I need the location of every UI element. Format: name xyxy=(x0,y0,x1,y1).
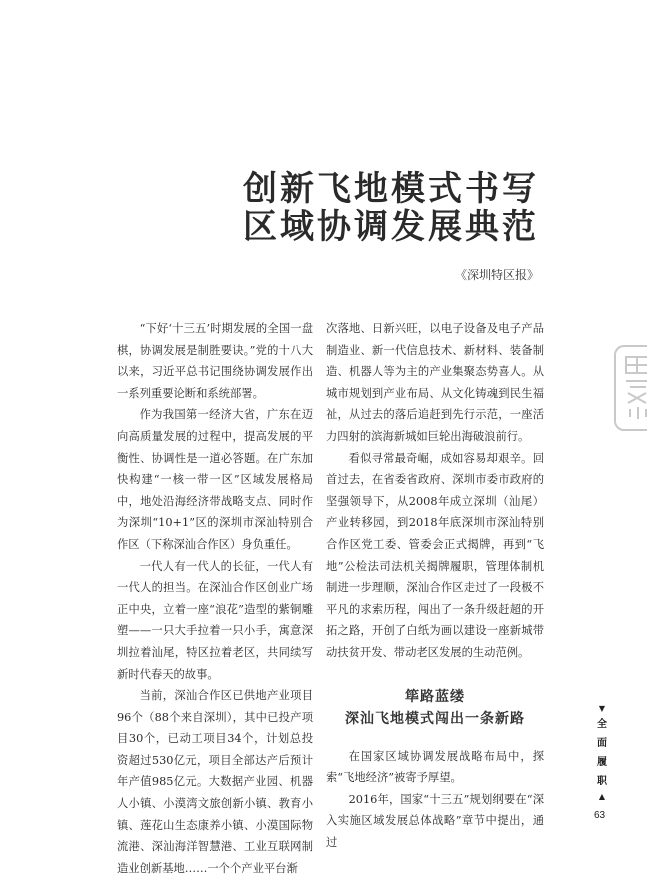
article-source: 《深圳特区报》 xyxy=(454,268,539,282)
article-title-line-2: 区域协调发展典范 xyxy=(243,207,539,247)
page-number: 63 xyxy=(594,810,606,821)
seal-glyph xyxy=(620,353,647,423)
left-column xyxy=(117,318,313,879)
right-column xyxy=(326,318,544,853)
paragraph: 一代人有一代人的长征，一代人有一代人的担当。在深汕合作区创业广场正中央，立着一座“浪花”造型的紫铜雕塑——一只大手拉着一只小手，寓意深圳拉着汕尾，特区拉着老区，共同续写新时代春天的故事。 xyxy=(117,559,313,681)
side-nav-char: 面 xyxy=(597,738,607,749)
paragraph: 作为我国第一经济大省，广东在迈向高质量发展的过程中，提高发展的平衡性、协调性是一道必答题。在广东加快构建“一核一带一区”区域发展格局中，地处沿海经济带战略支点、同时作为深圳“10+1”区的深圳市深汕特别合作区（下称深汕合作区）身负重任。 xyxy=(117,408,313,551)
side-nav-char: 履 xyxy=(597,757,607,768)
article-title xyxy=(243,170,539,246)
paragraph: 2016年，国家“十三五”规划纲要在“深入实施区域发展总体战略”章节中提出，通过 xyxy=(326,792,544,849)
triangle-down-icon: ▼ xyxy=(598,704,606,713)
paragraph: 当前，深汕合作区已供地产业项目96个（88个来自深圳），其中已投产项目30个，已动工项目34个，计划总投资超过530亿元，项目全部达产后预计年产值985亿元。大数据产业园、机器人小镇、小漠湾文旅创新小镇、教育小镇、莲花山生态康养小镇、小漠国际物流港、深汕海洋智慧港、工业互联网制造业创新基地……一个个产业平台渐 xyxy=(117,689,313,875)
side-nav-char: 职 xyxy=(597,776,607,787)
paragraph: 看似寻常最奇崛，成如容易却艰辛。回首过去，在省委省政府、深圳市委市政府的坚强领导下，从2008年成立深圳（汕尾）产业转移园，到2018年底深圳市深汕特别合作区党工委、管委会正式揭牌，再到“飞地”公检法司法机关揭牌履职，管理体制机制进一步理顺，深汕合作区走过了一段极不平凡的求索历程，闯出了一条升级赶超的开拓之路，开创了白纸为画以建设一座新城带动扶贫开发、带动老区发展的生动范例。 xyxy=(326,451,544,659)
triangle-up-icon: ▲ xyxy=(598,792,606,801)
section-subheading xyxy=(326,686,544,730)
seal-stamp-icon xyxy=(614,345,647,431)
subheading-line-1: 筚路蓝缕 xyxy=(405,688,465,705)
paragraph-continuation: 次落地、日新兴旺，以电子设备及电子产品制造业、新一代信息技术、新材料、装备制造、机器人等为主的产业集聚态势喜人。从城市规划到产业布局、从文化铸魂到民生福祉，从过去的落后追赶到先行示范，一座活力四射的滨海新城如巨轮出海破浪前行。 xyxy=(326,322,544,443)
subheading-line-2: 深汕飞地模式闯出一条新路 xyxy=(345,710,525,727)
paragraph: 在国家区域协调发展战略布局中，探索“飞地经济”被寄予厚望。 xyxy=(326,749,544,785)
side-nav-tab xyxy=(593,703,611,803)
paragraph: “下好‘十三五’时期发展的全国一盘棋，协调发展是制胜要诀。”党的十八大以来，习近平总书记围绕协调发展作出一系列重要论断和系统部署。 xyxy=(117,322,313,400)
side-nav-char: 全 xyxy=(597,719,607,730)
article-title-line-1: 创新飞地模式书写 xyxy=(243,169,539,209)
